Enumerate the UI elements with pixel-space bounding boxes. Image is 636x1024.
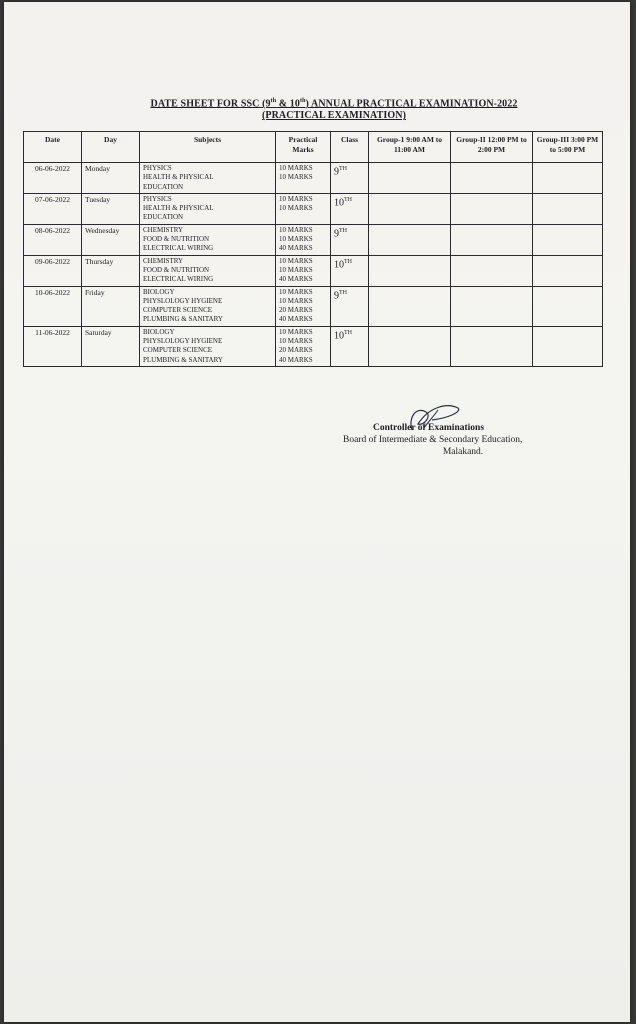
group1-cell: [369, 163, 451, 194]
group3-cell: [533, 163, 603, 194]
marks-line: 10 MARKS: [279, 204, 313, 213]
title-part: DATE SHEET FOR SSC (9: [150, 98, 271, 110]
header-day: Day: [82, 132, 140, 163]
title-sup: th: [300, 98, 306, 104]
marks-line: 10 MARKS: [279, 337, 313, 346]
subjects-cell: [140, 286, 276, 326]
class-suffix: TH: [344, 196, 352, 203]
marks-cell: [276, 286, 331, 326]
day-cell: Wednesday: [82, 224, 140, 255]
marks-cell: [276, 326, 331, 366]
subjects-cell: [140, 224, 276, 255]
marks-cell: [276, 163, 331, 194]
subject-line: ELECTRICAL WIRING: [143, 275, 214, 284]
group2-cell: [451, 286, 533, 326]
subject-line: PLUMBING & SANITARY: [143, 355, 223, 364]
date-cell: 06-06-2022: [24, 163, 82, 194]
title-sup: th: [270, 98, 277, 104]
subjects-cell: [140, 193, 276, 224]
group2-cell: [451, 193, 533, 224]
group1-cell: [369, 255, 451, 286]
header-group2: Group-II 12:00 PM to 2:00 PM: [451, 132, 533, 163]
group3-cell: [533, 286, 603, 326]
date-cell: 09-06-2022: [24, 255, 82, 286]
group2-cell: [451, 163, 533, 194]
subject-line: BIOLOGY: [143, 327, 175, 336]
date-cell: 10-06-2022: [24, 286, 82, 326]
group2-cell: [451, 224, 533, 255]
page-title: [4, 95, 636, 110]
subject-line: EDUCATION: [143, 213, 184, 222]
title-part: & 10: [276, 98, 300, 110]
marks-line: 40 MARKS: [279, 315, 313, 324]
document-page: [4, 2, 630, 1022]
marks-cell: [276, 193, 331, 224]
class-number: 10: [334, 259, 344, 270]
marks-cell: [276, 255, 331, 286]
subject-line: COMPUTER SCIENCE: [143, 346, 213, 355]
header-date: Date: [24, 132, 82, 163]
marks-line: 10 MARKS: [279, 194, 313, 203]
class-cell: [331, 286, 369, 326]
marks-line: 10 MARKS: [279, 256, 313, 265]
marks-line: 10 MARKS: [279, 235, 313, 244]
table-row: [24, 193, 603, 224]
header-group1: Group-1 9:00 AM to 11:00 AM: [369, 132, 451, 163]
marks-line: 40 MARKS: [279, 244, 313, 253]
marks-line: 10 MARKS: [279, 296, 313, 305]
marks-line: 10 MARKS: [279, 287, 313, 296]
marks-line: 40 MARKS: [279, 355, 313, 364]
subject-line: HEALTH & PHYSICAL: [143, 173, 214, 182]
subjects-cell: [140, 326, 276, 366]
class-suffix: TH: [339, 227, 347, 234]
header-marks: Practical Marks: [276, 132, 331, 163]
class-suffix: TH: [339, 166, 347, 172]
subject-line: ELECTRICAL WIRING: [143, 244, 214, 253]
group3-cell: [533, 193, 603, 224]
day-cell: Monday: [82, 163, 140, 194]
board-name: Board of Intermediate & Secondary Education,: [343, 435, 523, 445]
day-cell: Saturday: [82, 326, 140, 366]
signature-block: [343, 422, 583, 458]
marks-line: 10 MARKS: [279, 327, 313, 336]
group1-cell: [369, 193, 451, 224]
date-cell: 11-06-2022: [24, 326, 82, 366]
class-suffix: TH: [344, 329, 352, 336]
subject-line: CHEMISTRY: [143, 225, 184, 234]
subjects-cell: [140, 255, 276, 286]
table-row: [24, 255, 603, 286]
subject-line: PHYSICS: [143, 194, 172, 203]
class-cell: [331, 224, 369, 255]
page-subtitle: (PRACTICAL EXAMINATION): [261, 110, 407, 122]
group2-cell: [451, 255, 533, 286]
class-number: 9: [334, 228, 339, 240]
subject-line: PHYSLOLOGY HYGIENE: [143, 337, 223, 346]
table-header-row: [24, 132, 603, 163]
subject-line: HEALTH & PHYSICAL: [143, 204, 214, 213]
table-body: [24, 163, 603, 367]
class-cell: [331, 193, 369, 224]
table-row: [24, 326, 603, 366]
marks-line: 10 MARKS: [279, 173, 313, 182]
class-number: 9: [334, 289, 339, 301]
day-cell: Tuesday: [82, 193, 140, 224]
subject-line: EDUCATION: [143, 182, 184, 191]
date-sheet-table: [23, 131, 603, 367]
subject-line: PHYSLOLOGY HYGIENE: [143, 296, 223, 305]
board-location: Malakand.: [442, 447, 484, 457]
date-cell: 07-06-2022: [24, 193, 82, 224]
subject-line: COMPUTER SCIENCE: [143, 306, 213, 315]
group1-cell: [369, 224, 451, 255]
subject-line: FOOD & NUTRITION: [143, 265, 210, 274]
marks-line: 40 MARKS: [279, 275, 313, 284]
marks-line: 20 MARKS: [279, 346, 313, 355]
header-class: Class: [331, 132, 369, 163]
marks-line: 10 MARKS: [279, 164, 313, 172]
signatory-title: Controller of Examinations: [373, 423, 485, 433]
group3-cell: [533, 255, 603, 286]
subject-line: PHYSICS: [143, 164, 172, 172]
class-cell: [331, 163, 369, 194]
class-suffix: TH: [344, 258, 352, 265]
class-suffix: TH: [339, 289, 347, 296]
group3-cell: [533, 224, 603, 255]
subject-line: PLUMBING & SANITARY: [143, 315, 223, 324]
class-number: 9: [334, 166, 339, 178]
title-block: [4, 95, 636, 122]
header-subjects: Subjects: [140, 132, 276, 163]
subject-line: FOOD & NUTRITION: [143, 235, 210, 244]
subjects-cell: [140, 163, 276, 194]
table-row: [24, 224, 603, 255]
class-cell: [331, 326, 369, 366]
class-number: 10: [334, 197, 344, 209]
class-number: 10: [334, 330, 344, 342]
header-group3: Group-III 3:00 PM to 5:00 PM: [533, 132, 603, 163]
day-cell: Thursday: [82, 255, 140, 286]
group3-cell: [533, 326, 603, 366]
day-cell: Friday: [82, 286, 140, 326]
subject-line: CHEMISTRY: [143, 256, 184, 265]
group2-cell: [451, 326, 533, 366]
group1-cell: [369, 286, 451, 326]
marks-line: 20 MARKS: [279, 306, 313, 315]
marks-cell: [276, 224, 331, 255]
marks-line: 10 MARKS: [279, 225, 313, 234]
subject-line: BIOLOGY: [143, 287, 175, 296]
table-row: [24, 163, 603, 194]
marks-line: 10 MARKS: [279, 265, 313, 274]
group1-cell: [369, 326, 451, 366]
class-cell: [331, 255, 369, 286]
date-cell: 08-06-2022: [24, 224, 82, 255]
table-row: [24, 286, 603, 326]
title-part: ) ANNUAL PRACTICAL EXAMINATION-2022: [305, 98, 518, 110]
